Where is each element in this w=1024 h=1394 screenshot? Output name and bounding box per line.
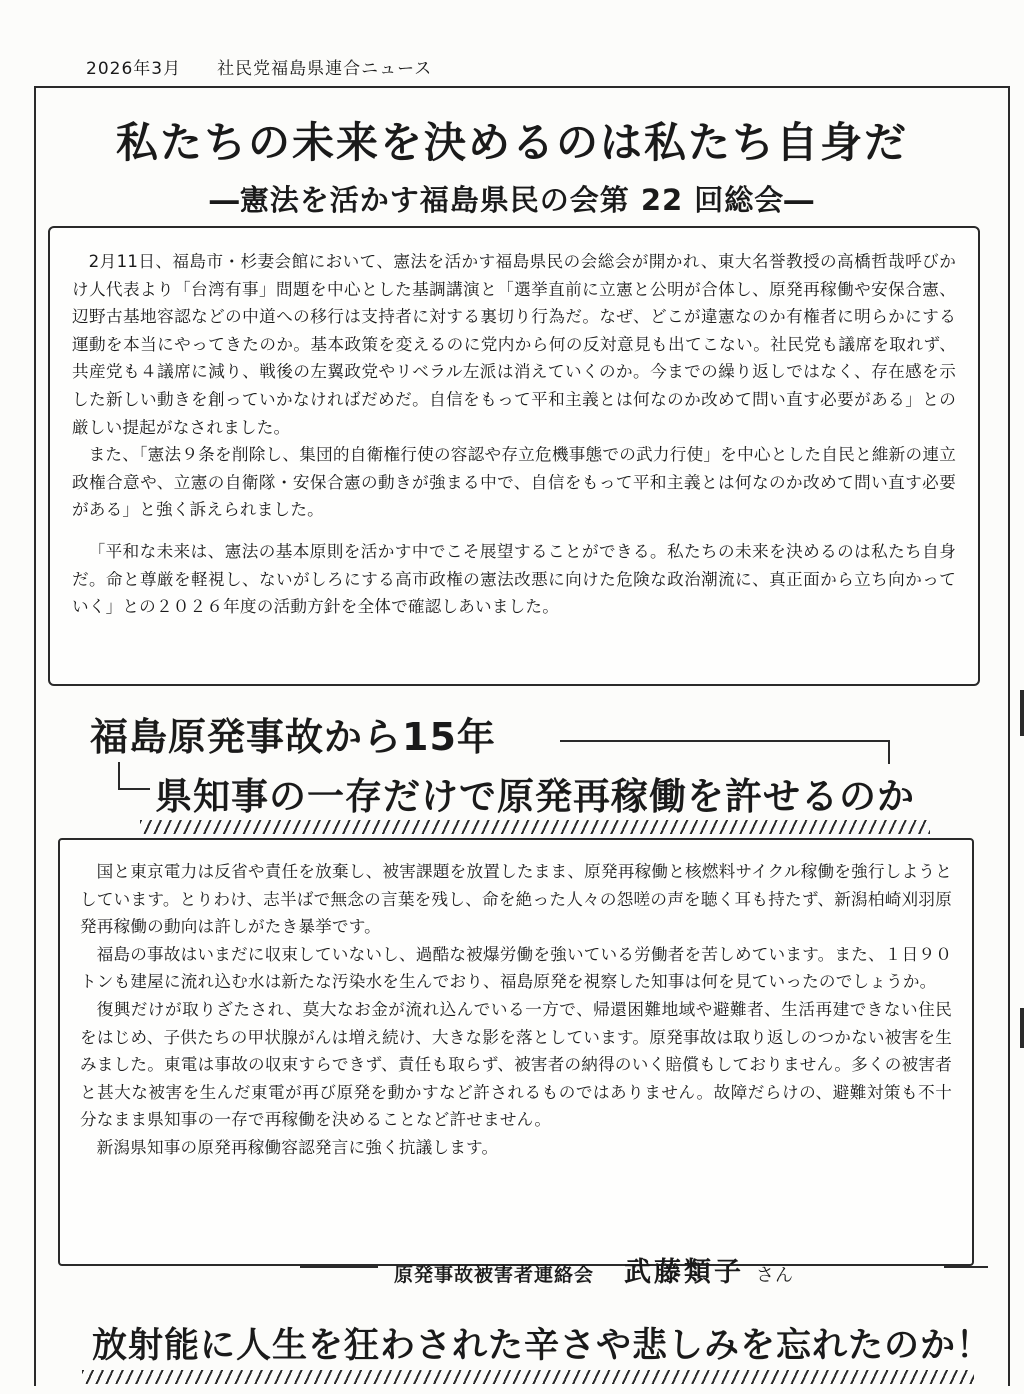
article1-paragraph: 「平和な未来は、憲法の基本原則を活かす中でこそ展望することができる。私たちの未来を決めるのは私たち自身だ。命と尊厳を軽視し、ないがしろにする高市政権の憲法改悪に向けた危険な政治潮流に、真正面から立ち向かっていく」との２０２６年度の活動方針を全体で確認しあいました。	[72, 541, 956, 617]
article2-body-box	[58, 838, 974, 1266]
article1-paragraph: また、「憲法９条を削除し、集団的自衛権行使の容認や存立危機事態での武力行使」を中心とした自民と維新の連立政権合意や、立憲の自衛隊・安保合憲の動きが強まる中で、自信をもって平和主義とは何なのか改めて問い直す必要がある」と強く訴えられました。	[72, 445, 956, 520]
signature-honorific: さん	[756, 1265, 795, 1286]
article1-subtitle: ―憲法を活かす福島県民の会第 22 回総会―	[209, 183, 815, 217]
scan-edge-mark	[1020, 690, 1024, 736]
subtitle-bracket-line	[118, 762, 150, 790]
article2-paragraph: 福島の事故はいまだに収束していないし、過酷な被爆労働を強いている労働者を苦しめています。また、１日９０トンも建屋に流れ込む水は新たな汚染水を生んでおり、福島原発を視察した知事は何を見ていったのでしょうか。	[80, 944, 952, 992]
newsletter-header	[86, 54, 432, 79]
scan-edge-mark	[1020, 1008, 1024, 1048]
article2-paragraph: 新潟県知事の原発再稼働容認発言に強く抗議します。	[96, 1137, 499, 1157]
publisher-name: 社民党福島県連合ニュース	[217, 59, 433, 79]
article2-paragraph: 国と東京電力は反省や責任を放棄し、被害課題を放置したまま、原発再稼働と核燃料サイクル稼働を強行しようとしています。とりわけ、志半ばで無念の言葉を残し、命を絶った人々の怨嗟の声を聴く耳も持たず、新潟柏崎刈羽原発再稼働の動向は許しがたき暴挙です。	[80, 862, 952, 937]
article2-paragraph: 復興だけが取りざたされ、莫大なお金が流れ込んでいる一方で、帰還困難地域や避難者、生活再建できない住民をはじめ、子供たちの甲状腺がんは増え続け、大きな影を落としています。原発事故は取り返しのつかない被害を生みました。東電は事故の収束すらできず、責任も取らず、被害者の納得のいく賠償もしておりません。多くの被害者と甚大な被害を生んだ東電が再び原発を動かすなど許されるものではありません。故障だらけの、避難対策も不十分なまま県知事の一存で再稼働を決めることなど許せません。	[80, 999, 952, 1130]
signature-org: 原発事故被害者連絡会	[394, 1264, 595, 1286]
article2-signature	[394, 1250, 794, 1289]
closing-headline: 放射能に人生を狂わされた辛さや悲しみを忘れたのか！	[92, 1326, 993, 1366]
title-bracket-line	[560, 740, 890, 764]
decorative-hatch-divider	[140, 820, 930, 834]
issue-date: 2026年3月	[86, 59, 182, 79]
signature-line-left	[300, 1266, 378, 1268]
article1-title: 私たちの未来を決めるのは私たち自身だ	[115, 118, 908, 167]
article2-subtitle: 県知事の一存だけで原発再稼働を許せるのか	[155, 775, 915, 818]
article1-paragraph: 2月11日、福島市・杉妻会館において、憲法を活かす福島県民の会総会が開かれ、東大名誉教授の高橋哲哉呼びかけ人代表より「台湾有事」問題を中心とした基調講演と「選挙直前に立憲と公明が合体し、原発再稼働や安保合憲、辺野古基地容認などの中道への移行は支持者に対する裏切り行為だ。なぜ、どこが違憲なのか有権者に明らかにする運動を本当にやってきたのか。基本政策を変えるのに党内から何の反対意見も出てこない。社民党も議席を取れず、共産党も４議席に減り、戦後の左翼政党やリベラル左派は消えていくのか。今までの繰り返しではなく、存在感を示した新しい動きを創っていかなければだめだ。自信をもって平和主義とは何なのか改めて問い直す必要がある」との厳しい提起がなされました。	[72, 252, 956, 437]
signature-line-right	[944, 1266, 988, 1268]
decorative-hatch-divider-bottom	[82, 1370, 974, 1384]
signature-name: 武藤類子	[624, 1257, 745, 1288]
article1-body-box	[48, 226, 980, 686]
article2-title: 福島原発事故から15年	[90, 715, 496, 759]
